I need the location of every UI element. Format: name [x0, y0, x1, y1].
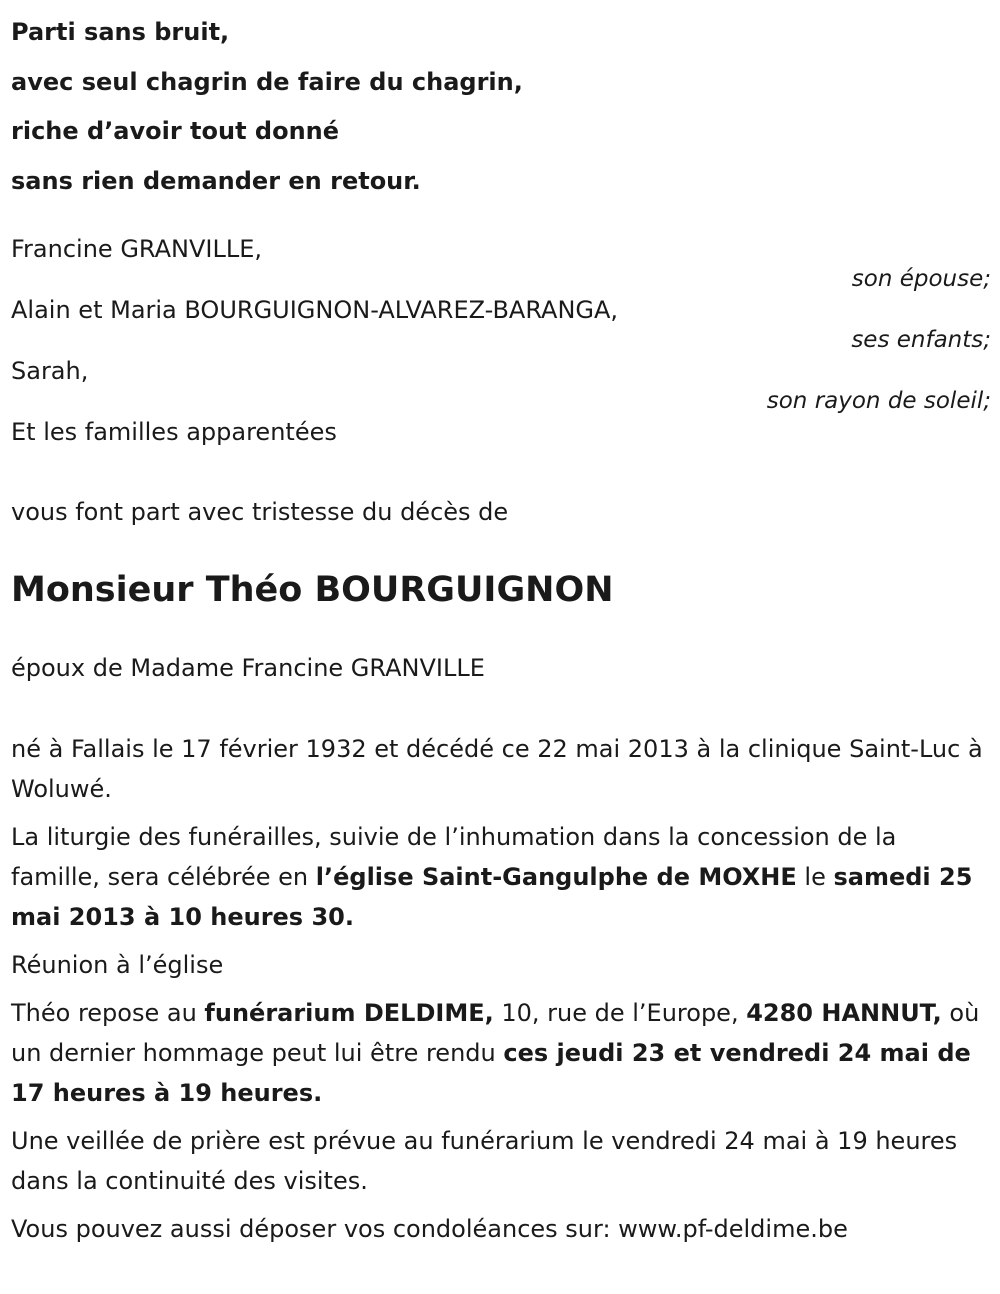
funeral-home-name: funérarium DELDIME, — [204, 999, 494, 1027]
family-member-name: Francine GRANVILLE, — [11, 235, 263, 263]
liturgy-text: La liturgie des funérailles, suivie de l’inhumation dans la concession de la famille, sera célébrée en — [11, 823, 897, 891]
liturgy-text: le — [796, 863, 834, 891]
poem-line: avec seul chagrin de faire du chagrin, — [11, 67, 523, 96]
family-member-role: son rayon de soleil; — [766, 388, 991, 414]
ceremony-datetime: samedi 25 mai 2013 à 10 heures 30. — [11, 863, 973, 931]
deceased-name: Monsieur Théo BOURGUIGNON — [11, 570, 614, 610]
family-list — [11, 229, 991, 452]
reunion-line: Réunion à l’église — [11, 951, 224, 979]
rest-text: Théo repose au — [11, 999, 205, 1027]
family-member-role: ses enfants; — [851, 327, 991, 353]
postal-locality: 4280 HANNUT, — [746, 999, 942, 1027]
rest-paragraph — [11, 993, 991, 1113]
liturgy-paragraph — [11, 817, 991, 937]
rest-text: où un dernier hommage peut lui être rendu — [11, 999, 980, 1067]
poem-line: Parti sans bruit, — [11, 18, 230, 46]
obituary-notice — [11, 0, 991, 1249]
church-name: l’église Saint-Gangulphe de MOXHE — [315, 863, 797, 891]
visit-times: ces jeudi 23 et vendredi 24 mai de 17 heures à 19 heures. — [11, 1039, 971, 1107]
vigil-paragraph: Une veillée de prière est prévue au funérarium le vendredi 24 mai à 19 heures dans la continuité des visites. — [11, 1127, 958, 1195]
birth-death-paragraph: né à Fallais le 17 février 1932 et décédé ce 22 mai 2013 à la clinique Saint-Luc à Woluwé. — [11, 735, 983, 803]
family-member-role: son épouse; — [851, 266, 991, 292]
condolences-line: Vous pouvez aussi déposer vos condoléances sur: www.pf-deldime.be — [11, 1215, 848, 1243]
poem-line: sans rien demander en retour. — [11, 166, 421, 195]
spouse-line: époux de Madame Francine GRANVILLE — [11, 654, 485, 682]
family-member-name: Et les familles apparentées — [11, 418, 337, 446]
poem-line: riche d’avoir tout donné — [11, 117, 340, 145]
poem — [11, 8, 991, 206]
announcement-intro: vous font part avec tristesse du décès de — [11, 498, 509, 526]
family-member-name: Alain et Maria BOURGUIGNON-ALVAREZ-BARANGA, — [11, 296, 619, 324]
family-member-name: Sarah, — [11, 357, 89, 385]
rest-text: 10, rue de l’Europe, — [493, 999, 747, 1027]
